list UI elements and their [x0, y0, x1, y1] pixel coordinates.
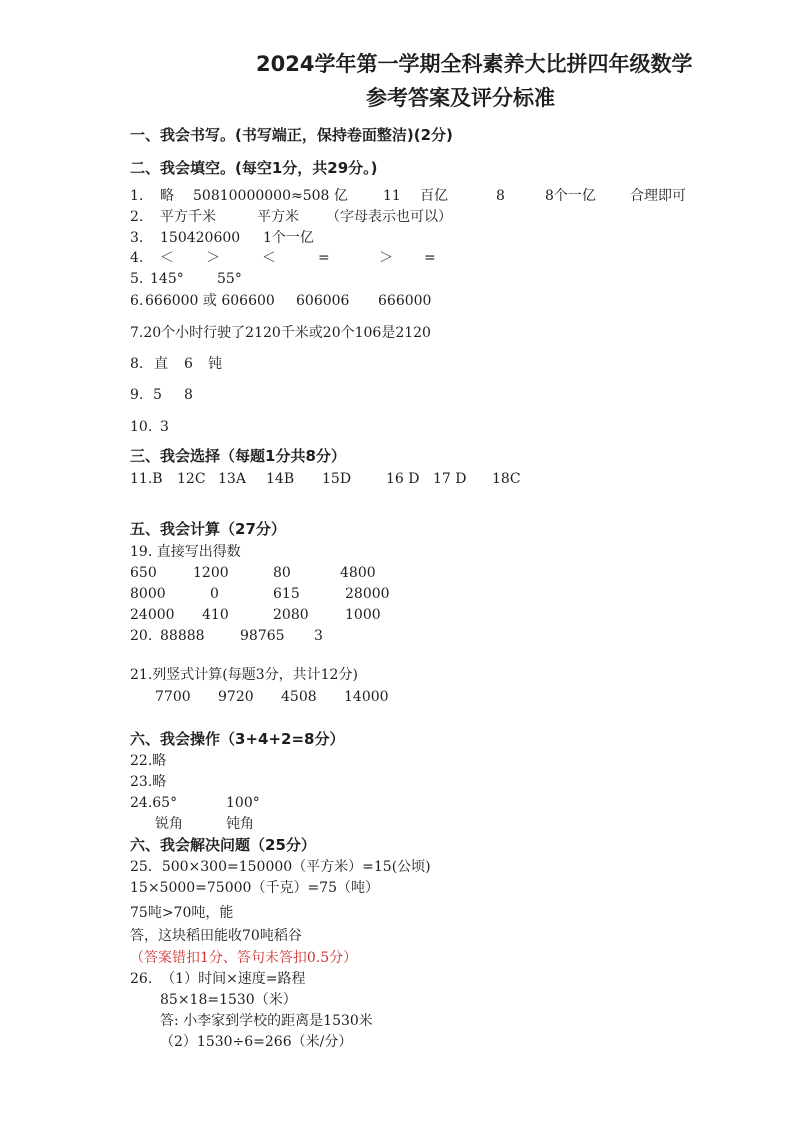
q1-number: 1.	[130, 188, 144, 204]
q10-answer: 3	[160, 419, 169, 435]
q20-number: 20.	[130, 628, 153, 644]
q25-line: 25．500×300=150000（平方米）=15(公顷)	[130, 859, 431, 875]
q2-number: 2.	[130, 209, 144, 225]
q22-answer: 22.略	[130, 753, 167, 769]
q21-answer: 4508	[281, 689, 317, 705]
q21-answer: 7700	[155, 689, 191, 705]
q24-value: 100°	[226, 795, 260, 811]
q19-cell: 410	[202, 607, 229, 623]
section2-heading: 二、我会填空。(每空1分，共29分。)	[130, 159, 378, 177]
q19-cell: 24000	[130, 607, 175, 623]
q26-line: （2）1530÷6=266（米/分）	[160, 1034, 353, 1050]
q2-note: （字母表示也可以）	[326, 209, 452, 225]
q5-answer-1: 145°	[150, 271, 184, 287]
q26-line: 答: 小李家到学校的距离是1530米	[160, 1013, 373, 1029]
doc-title-line2: 参考答案及评分标准	[366, 86, 555, 110]
q25-line: 75吨>70吨，能	[130, 905, 234, 921]
choice-answer: 15D	[322, 471, 352, 487]
q26-line: 85×18=1530（米）	[160, 992, 297, 1008]
q21-answer: 14000	[344, 689, 389, 705]
q9-number: 9.	[130, 387, 144, 403]
q26-line: 26. （1）时间×速度=路程	[130, 971, 306, 987]
q1-answer-7: 合理即可	[630, 188, 686, 204]
q19-cell: 2080	[273, 607, 309, 623]
section1-heading: 一、我会书写。(书写端正，保持卷面整洁)(2分)	[130, 126, 453, 144]
q19-cell: 1200	[193, 565, 229, 581]
q25-scoring-note: （答案错扣1分、答句未答扣0.5分）	[130, 950, 358, 966]
q19-label: 19. 直接写出得数	[130, 544, 241, 560]
choice-answer: 16 D	[386, 471, 420, 487]
q4-answer-1: ＜	[160, 250, 174, 266]
q8-answer-2: 6	[184, 356, 193, 372]
q20-answer-1: 88888	[160, 628, 205, 644]
q19-cell: 0	[210, 586, 219, 602]
q19-cell: 615	[273, 586, 300, 602]
q21-answer: 9720	[218, 689, 254, 705]
q4-answer-4: =	[318, 250, 330, 266]
q6-answer-1: 666000 或 606600	[145, 293, 275, 309]
q6-number: 6.	[130, 293, 144, 309]
q1-answer-5: 8	[496, 188, 505, 204]
q25-line: 15×5000=75000（千克）=75（吨）	[130, 880, 379, 896]
q4-number: 4.	[130, 250, 144, 266]
q4-answer-3: ＜	[262, 250, 276, 266]
q1-answer-3: 11	[383, 188, 401, 204]
q19-cell: 8000	[130, 586, 166, 602]
choice-answer: 13A	[218, 471, 246, 487]
q6-answer-3: 666000	[378, 293, 432, 309]
choice-answer: 17 D	[433, 471, 467, 487]
q1-answer-2: 50810000000≈508 亿	[193, 188, 348, 204]
q6-answer-2: 606006	[296, 293, 350, 309]
q24-type: 钝角	[226, 816, 254, 832]
q10-number: 10.	[130, 419, 153, 435]
q23-answer: 23.略	[130, 774, 167, 790]
section6a-heading: 六、我会操作（3+4+2=8分）	[130, 730, 345, 748]
choice-answer: 11.B	[130, 471, 163, 487]
q1-answer-6: 8个一亿	[545, 188, 596, 204]
q7-answer: 7.20个小时行驶了2120千米或20个106是2120	[130, 325, 431, 341]
q4-answer-6: =	[424, 250, 436, 266]
q24-value: 24.65°	[130, 795, 178, 811]
q3-number: 3.	[130, 230, 144, 246]
q19-cell: 80	[273, 565, 291, 581]
q19-cell: 1000	[345, 607, 381, 623]
q2-answer-1: 平方千米	[160, 209, 216, 225]
q19-cell: 650	[130, 565, 157, 581]
q1-answer-1: 略	[160, 188, 174, 204]
section3-heading: 三、我会选择（每题1分共8分）	[130, 447, 346, 465]
q2-answer-2: 平方米	[257, 209, 299, 225]
q9-answer-2: 8	[184, 387, 193, 403]
q19-cell: 4800	[340, 565, 376, 581]
choice-answer: 12C	[177, 471, 206, 487]
section5-heading: 五、我会计算（27分）	[130, 520, 286, 538]
q3-answer-2: 1个一亿	[263, 230, 314, 246]
q24-type: 锐角	[155, 816, 183, 832]
section6b-heading: 六、我会解决问题（25分）	[130, 836, 316, 854]
q4-answer-5: ＞	[379, 250, 393, 266]
q5-number: 5.	[130, 271, 144, 287]
q5-answer-2: 55°	[217, 271, 242, 287]
q19-cell: 28000	[345, 586, 390, 602]
q9-answer-1: 5	[153, 387, 162, 403]
choice-answer: 18C	[492, 471, 521, 487]
q4-answer-2: ＞	[206, 250, 220, 266]
choice-answer: 14B	[266, 471, 295, 487]
q20-answer-2: 98765	[240, 628, 285, 644]
q1-answer-4: 百亿	[420, 188, 448, 204]
q8-answer-1: 直	[154, 356, 168, 372]
q25-line: 答，这块稻田能收70吨稻谷	[130, 928, 302, 944]
q21-label: 21.列竖式计算(每题3分，共计12分)	[130, 667, 358, 683]
q8-answer-3: 钝	[208, 356, 222, 372]
doc-title-line1: 2024学年第一学期全科素养大比拼四年级数学	[256, 52, 693, 76]
q8-number: 8.	[130, 356, 144, 372]
q3-answer-1: 150420600	[160, 230, 241, 246]
q20-answer-3: 3	[314, 628, 323, 644]
